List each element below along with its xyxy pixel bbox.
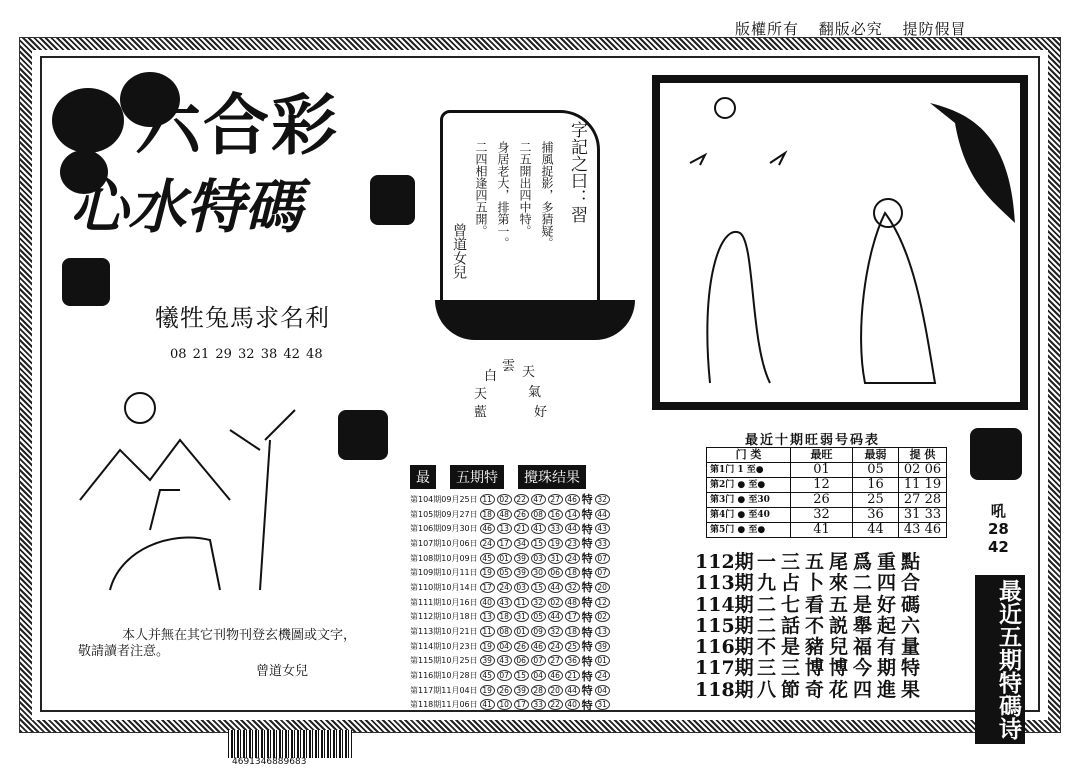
number-ball: 26 <box>514 641 529 652</box>
draw-period: 第116期10月28日 <box>410 671 478 681</box>
special-number-ball: 20 <box>595 582 610 593</box>
poem-period: 117期 <box>695 657 754 680</box>
sail-panel <box>440 110 600 305</box>
number-ball: 47 <box>531 494 546 505</box>
note-line: 本人并無在其它刊物刊登玄機圖或文字， <box>122 628 357 643</box>
number-ball: 30 <box>531 567 546 578</box>
poem-text: 二話不説舉起六 <box>757 614 926 637</box>
table-cell: 11 19 <box>899 478 947 493</box>
results-header-part: 五期特 <box>450 465 504 489</box>
number-ball: 14 <box>565 509 580 520</box>
barcode <box>228 730 352 758</box>
number-ball: 07 <box>531 655 546 666</box>
table-cell: 第1门 1 至● <box>707 463 791 478</box>
number-ball: 24 <box>497 582 512 593</box>
horse-poem-char: 藍 <box>474 405 488 420</box>
number-ball: 02 <box>497 494 512 505</box>
note-line: 敬請讀者注意。 <box>78 644 170 659</box>
number-ball: 18 <box>480 509 495 520</box>
copyright-notice: 版權所有 翻版必究 提防假冒 <box>735 20 967 38</box>
number-ball: 27 <box>548 494 563 505</box>
sub-title: 心水特碼 <box>70 173 303 241</box>
horse-poem-char: 雲 <box>502 359 516 374</box>
strength-table <box>706 447 947 538</box>
number-ball: 03 <box>531 553 546 564</box>
horse-poem-char: 氣 <box>528 385 542 400</box>
disclaimer-note <box>78 628 356 680</box>
special-label: 特 <box>581 581 593 595</box>
note-signature: 曾道女兒 <box>256 664 309 679</box>
number-ball: 21 <box>565 670 580 681</box>
results-row <box>410 668 646 683</box>
number-ball: 15 <box>514 670 529 681</box>
table-cell: 05 <box>853 463 899 478</box>
number-ball: 19 <box>480 685 495 696</box>
number-ball: 08 <box>531 509 546 520</box>
poem-line <box>695 616 925 637</box>
rabbit-icon <box>62 258 110 306</box>
strength-table-header <box>707 448 947 463</box>
special-number-ball: 07 <box>595 553 610 564</box>
number-ball: 36 <box>565 655 580 666</box>
poem-line <box>695 637 925 658</box>
special-label: 特 <box>581 684 593 698</box>
table-cell: 25 <box>853 493 899 508</box>
strength-table-row <box>707 463 947 478</box>
number-ball: 24 <box>548 641 563 652</box>
poem-vertical-title: 最近五期特碼诗 <box>975 575 1025 744</box>
special-number-ball: 12 <box>595 597 610 608</box>
table-cell: 26 <box>791 493 853 508</box>
draw-period: 第110期10月14日 <box>410 582 478 592</box>
results-row <box>410 580 646 595</box>
results-row <box>410 595 646 610</box>
special-label: 特 <box>581 698 593 712</box>
special-number-ball: 31 <box>595 699 610 710</box>
number-ball: 44 <box>565 523 580 534</box>
column-header: 门 类 <box>707 448 791 463</box>
boat-hull-icon <box>435 300 635 340</box>
results-table <box>410 462 646 712</box>
sail-line: 二五開出四中特。 <box>518 141 532 237</box>
number-ball: 05 <box>531 611 546 622</box>
number-ball: 07 <box>497 670 512 681</box>
number-ball: 44 <box>548 611 563 622</box>
special-label: 特 <box>581 537 593 551</box>
table-cell: 第2门 ● 至● <box>707 478 791 493</box>
special-number-ball: 32 <box>595 494 610 505</box>
sage-scene-icon <box>660 83 1020 402</box>
special-number-ball: 13 <box>595 626 610 637</box>
number-ball: 40 <box>480 597 495 608</box>
number-ball: 18 <box>565 626 580 637</box>
poem-period: 116期 <box>695 636 754 659</box>
number-ball: 44 <box>565 685 580 696</box>
number-ball: 17 <box>480 582 495 593</box>
draw-period: 第107期10月06日 <box>410 538 478 548</box>
barcode-number: 4691346889683 <box>232 757 307 767</box>
poem-period: 114期 <box>695 593 754 616</box>
hand-fan-icon <box>970 428 1022 480</box>
poem-line <box>695 680 925 701</box>
results-row <box>410 521 646 536</box>
poem-text: 三三博博今期特 <box>757 657 926 680</box>
side-pick-number: 28 <box>988 520 1009 538</box>
draw-period: 第109期10月11日 <box>410 568 478 578</box>
table-cell: 44 <box>853 523 899 538</box>
number-ball: 40 <box>565 699 580 710</box>
special-number-ball: 07 <box>595 567 610 578</box>
zodiac-numbers: 08 21 29 32 38 42 48 <box>170 347 323 362</box>
results-row <box>410 565 646 580</box>
number-ball: 11 <box>480 626 495 637</box>
draw-period: 第111期10月16日 <box>410 597 478 607</box>
number-ball: 32 <box>548 626 563 637</box>
draw-period: 第117期11月04日 <box>410 685 478 695</box>
side-pick <box>988 502 1009 556</box>
special-label: 特 <box>581 625 593 639</box>
special-label: 特 <box>581 493 593 507</box>
number-ball: 26 <box>514 509 529 520</box>
special-number-ball: 01 <box>595 655 610 666</box>
results-row <box>410 639 646 654</box>
number-ball: 01 <box>514 626 529 637</box>
special-label: 特 <box>581 596 593 610</box>
number-ball: 24 <box>565 553 580 564</box>
horse-poem-char: 白 <box>484 369 498 384</box>
number-ball: 41 <box>531 523 546 534</box>
hand-icon <box>338 410 388 460</box>
side-pick-number: 42 <box>988 538 1009 556</box>
number-ball: 18 <box>497 611 512 622</box>
special-number-ball: 04 <box>595 685 610 696</box>
number-ball: 34 <box>514 538 529 549</box>
strength-table-row <box>707 508 947 523</box>
number-ball: 05 <box>497 567 512 578</box>
column-header: 最弱 <box>853 448 899 463</box>
special-number-ball: 24 <box>595 670 610 681</box>
poem-line <box>695 552 925 573</box>
sail-line: 身居老大，排第一。 <box>496 141 510 249</box>
special-label: 特 <box>581 508 593 522</box>
number-ball: 23 <box>565 538 580 549</box>
special-number-ball: 43 <box>595 523 610 534</box>
number-ball: 21 <box>514 523 529 534</box>
number-ball: 13 <box>497 523 512 534</box>
number-ball: 24 <box>480 538 495 549</box>
sail-author: 曾道女兒 <box>451 223 467 279</box>
sail-line: 捕風捉影，多猜疑。 <box>540 141 554 249</box>
poem-period: 113期 <box>695 572 754 595</box>
strength-table-row <box>707 478 947 493</box>
special-number-ball: 39 <box>595 641 610 652</box>
number-ball: 45 <box>480 553 495 564</box>
sail-line: 二四相逢四五開。 <box>474 141 488 237</box>
results-header <box>410 462 646 492</box>
number-ball: 17 <box>497 538 512 549</box>
number-ball: 03 <box>514 582 529 593</box>
draw-period: 第105期09月27日 <box>410 509 478 519</box>
number-ball: 27 <box>548 655 563 666</box>
number-ball: 39 <box>514 553 529 564</box>
number-ball: 15 <box>531 582 546 593</box>
special-label: 特 <box>581 669 593 683</box>
special-label: 特 <box>581 610 593 624</box>
number-ball: 33 <box>548 523 563 534</box>
number-ball: 22 <box>514 494 529 505</box>
number-ball: 10 <box>497 699 512 710</box>
number-ball: 11 <box>480 494 495 505</box>
poem-period: 115期 <box>695 614 754 637</box>
number-ball: 13 <box>480 611 495 622</box>
horse-poem-char: 好 <box>534 405 548 420</box>
number-ball: 41 <box>480 699 495 710</box>
number-ball: 04 <box>531 670 546 681</box>
number-ball: 16 <box>548 509 563 520</box>
special-label: 特 <box>581 522 593 536</box>
poem-text: 一三五尾爲重點 <box>757 551 926 573</box>
number-ball: 31 <box>548 553 563 564</box>
number-ball: 31 <box>514 611 529 622</box>
draw-period: 第108期10月09日 <box>410 553 478 563</box>
special-label: 特 <box>581 654 593 668</box>
number-ball: 39 <box>514 567 529 578</box>
poem-text: 二七看五是好碼 <box>757 593 926 616</box>
table-cell: 02 06 <box>899 463 947 478</box>
number-ball: 25 <box>565 641 580 652</box>
results-row <box>410 683 646 698</box>
number-ball: 48 <box>497 509 512 520</box>
number-ball: 39 <box>480 655 495 666</box>
sage-illustration <box>652 75 1028 410</box>
number-ball: 43 <box>497 655 512 666</box>
strength-table-row <box>707 523 947 538</box>
results-row <box>410 507 646 522</box>
column-header: 提 供 <box>899 448 947 463</box>
results-row <box>410 698 646 713</box>
side-pick-label: 吼 <box>990 502 1006 520</box>
number-ball: 28 <box>531 685 546 696</box>
special-number-ball: 02 <box>595 611 610 622</box>
poem-period: 118期 <box>695 678 754 701</box>
results-row <box>410 536 646 551</box>
draw-period: 第113期10月21日 <box>410 627 478 637</box>
special-label: 特 <box>581 640 593 654</box>
results-row <box>410 624 646 639</box>
number-ball: 04 <box>497 641 512 652</box>
number-ball: 46 <box>548 670 563 681</box>
table-cell: 第5门 ● 至● <box>707 523 791 538</box>
table-cell: 41 <box>791 523 853 538</box>
archer-illustration <box>60 390 340 620</box>
number-ball: 11 <box>514 597 529 608</box>
special-number-ball: 44 <box>595 509 610 520</box>
number-ball: 19 <box>480 641 495 652</box>
number-ball: 20 <box>548 685 563 696</box>
number-ball: 08 <box>497 626 512 637</box>
number-ball: 01 <box>497 553 512 564</box>
table-cell: 36 <box>853 508 899 523</box>
table-cell: 01 <box>791 463 853 478</box>
results-row <box>410 492 646 507</box>
draw-period: 第106期09月30日 <box>410 524 478 534</box>
number-ball: 48 <box>565 597 580 608</box>
number-ball: 09 <box>531 626 546 637</box>
draw-period: 第115期10月25日 <box>410 656 478 666</box>
poem-period: 112期 <box>695 551 754 573</box>
table-cell: 12 <box>791 478 853 493</box>
number-ball: 17 <box>514 699 529 710</box>
zodiac-keyword: 犧牲兔馬求名利 <box>155 304 330 332</box>
special-label: 特 <box>581 552 593 566</box>
zodiac-icon <box>370 175 415 225</box>
column-header: 最旺 <box>791 448 853 463</box>
poem-text: 不是豬兒福有量 <box>757 636 926 659</box>
number-ball: 32 <box>565 582 580 593</box>
number-ball: 19 <box>480 567 495 578</box>
horse-poem <box>470 355 550 420</box>
results-row <box>410 654 646 669</box>
number-ball: 06 <box>548 567 563 578</box>
number-ball: 43 <box>497 597 512 608</box>
draw-period: 第112期10月18日 <box>410 612 478 622</box>
poem-text: 九占卜來二四合 <box>757 572 926 595</box>
number-ball: 15 <box>531 538 546 549</box>
number-ball: 33 <box>531 699 546 710</box>
special-number-ball: 33 <box>595 538 610 549</box>
number-ball: 18 <box>565 567 580 578</box>
table-cell: 32 <box>791 508 853 523</box>
results-row <box>410 610 646 625</box>
strength-table-row <box>707 493 947 508</box>
main-title: 六合彩 <box>135 87 339 164</box>
poem-line <box>695 658 925 679</box>
special-label: 特 <box>581 566 593 580</box>
results-row <box>410 551 646 566</box>
number-ball: 39 <box>514 685 529 696</box>
number-ball: 46 <box>531 641 546 652</box>
table-cell: 第3门 ● 至30 <box>707 493 791 508</box>
draw-period: 第104期09月25日 <box>410 494 478 504</box>
number-ball: 46 <box>565 494 580 505</box>
results-header-part: 攪珠结果 <box>518 465 586 489</box>
number-ball: 45 <box>480 670 495 681</box>
number-ball: 17 <box>565 611 580 622</box>
table-cell: 43 46 <box>899 523 947 538</box>
number-ball: 44 <box>548 582 563 593</box>
number-ball: 46 <box>480 523 495 534</box>
table-cell: 16 <box>853 478 899 493</box>
table-cell: 27 28 <box>899 493 947 508</box>
draw-period: 第118期11月06日 <box>410 700 478 710</box>
special-number-poem <box>695 552 925 701</box>
number-ball: 26 <box>497 685 512 696</box>
poem-line <box>695 595 925 616</box>
poem-line <box>695 573 925 594</box>
poem-text: 八節奇花四進果 <box>757 678 926 701</box>
results-header-part: 最 <box>410 465 436 489</box>
strength-table-title: 最近十期旺弱号码表 <box>745 433 881 448</box>
table-cell: 第4门 ● 至40 <box>707 508 791 523</box>
number-ball: 22 <box>548 699 563 710</box>
number-ball: 06 <box>514 655 529 666</box>
number-ball: 19 <box>548 538 563 549</box>
number-ball: 02 <box>548 597 563 608</box>
table-cell: 31 33 <box>899 508 947 523</box>
title-decoration-circle <box>52 88 124 153</box>
horse-poem-char: 天 <box>522 365 536 380</box>
draw-period: 第114期10月23日 <box>410 641 478 651</box>
number-ball: 32 <box>531 597 546 608</box>
horse-poem-char: 天 <box>474 387 488 402</box>
sail-heading: 字記之曰：習 <box>567 121 587 223</box>
